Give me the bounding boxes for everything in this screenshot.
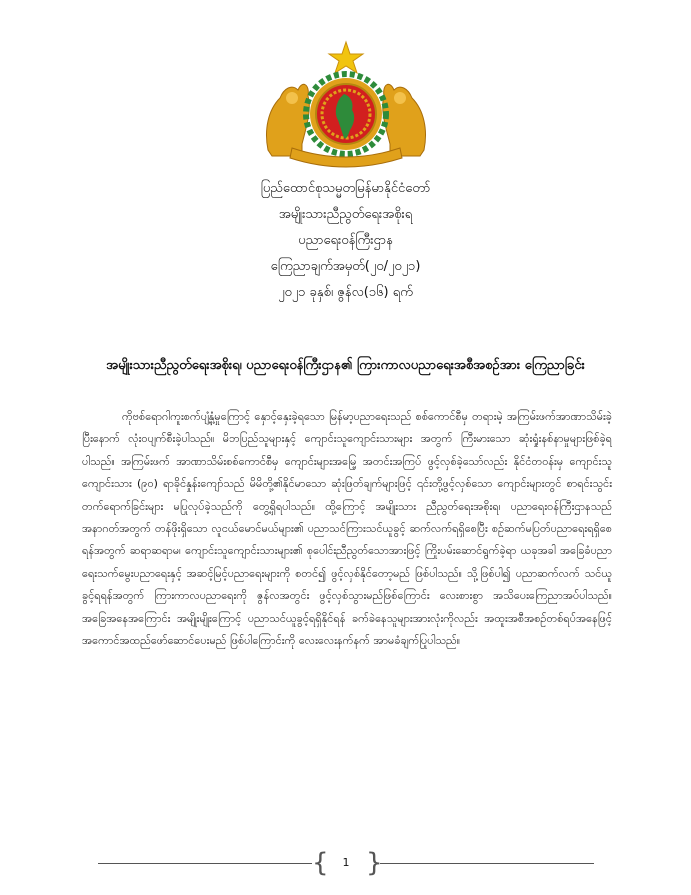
header-country: ပြည်ထောင်စုသမ္မတမြန်မာနိုင်ငံတော် (260, 181, 431, 196)
page-footer (98, 848, 594, 878)
page-number: 1 (342, 856, 350, 869)
myanmar-state-seal-icon (262, 40, 430, 168)
header-block (0, 176, 691, 306)
body-paragraph: ကိုဗစ်ရောဂါကူးစက်ပျံ့နှံ့မှုကြောင့် နှောင့်နှေးခဲ့ရသော မြန်မာ့ပညာရေးသည် စစ်ကောင်စီမှ တရားမဲ့ အကြမ်းဖက်အာဏာသိမ်းခဲ့ပြီးနောက် လုံးဝပျက်စီးခဲ့ပါသည်။ မိဘပြည်သူများနှင့် ကျောင်းသူကျောင်းသားများ အတွက် ကြီးမားသော ဆုံးရှုံးနစ်နာမှုများဖြစ်ခဲ့ရပါသည်။ အကြမ်းဖက် အာဏာသိမ်းစစ်ကောင်စီမှ ကျောင်းများအမြေ့ အတင်းအကြပ် ဖွင့်လှစ်ခဲ့သော်လည်း နိုင်ငံတဝန်းမှ ကျောင်းသူကျောင်းသား (၉၀) ရာခိုင်နှုန်းကျော်သည် မိမိတို့၏နိုင်မာသော ဆုံးဖြတ်ချက်များဖြင့် ၎င်းတို့ဖွင့်လှစ်သော ကျောင်းများတွင် စာရင်းသွင်း တက်ရောက်ခြင်းများ မပြုလုပ်ခဲ့သည်ကို တွေ့ရှိရပါသည်။ ထို့ကြောင့် အမျိုးသား ညီညွတ်ရေးအစိုးရ၊ ပညာရေးဝန်ကြီးဌာနသည် အနာဂတ်အတွက် တန်ဖိုးရှိသော လူငယ်မောင်မယ်များ၏ ပညာသင်ကြားသင်ယူခွင့် ဆက်လက်ရရှိစေပြီး စဉ်ဆက်မပြတ်ပညာရေးရရှိစေရန်အတွက် ဆရာဆရာမ၊ ကျောင်းသူကျောင်းသားများ၏ စုပေါင်းညီညွတ်သောအားဖြင့် ကြိုးပမ်းဆောင်ရွက်ခဲ့ရာ ယခုအခါ အခြေခံပညာရေးသက်မွေးပညာရေးနှင့် အဆင့်မြင့်ပညာရေးများကို စတင်၍ ဖွင့်လှစ်နိုင်တော့မည် ဖြစ်ပါသည်။ သို့ဖြစ်ပါ၍ ပညာဆက်လက် သင်ယူခွင့်ရရန်အတွက် ကြားကာလပညာရေးကို ဇွန်လအတွင်း ဖွင့်လှစ်သွားမည်ဖြစ်ကြောင်း လေးစားစွာ အသိပေးကြေညာအပ်ပါသည်။ အခြေအနေအကြောင်း အမျိုးမျိုးကြောင့် ပညာသင်ယူခွင့်ရရှိနိုင်ရန် ခက်ခဲနေသူများအားလုံးကိုလည်း အထူးအစီအစဉ်တစ်ရပ်အနေဖြင့် အကောင်အထည်ဖော်ဆောင်ပေးမည် ဖြစ်ပါကြောင်းကို လေးလေးနက်နက် အာမခံချက်ပြုပါသည်။ (82, 410, 612, 648)
footer-rule-right (380, 863, 594, 864)
footer-brace-left: { (312, 848, 329, 878)
document-title: အမျိုးသားညီညွတ်ရေးအစိုးရ၊ ပညာရေးဝန်ကြီးဌာန၏ ကြားကာလပညာရေးအစီအစဉ်အား ကြေညာခြင်း (106, 358, 585, 373)
header-ministry: ပညာရေးဝန်ကြီးဌာန (298, 233, 393, 248)
header-government: အမျိုးသားညီညွတ်ရေးအစိုးရ (278, 207, 413, 222)
footer-brace-right: } (366, 848, 383, 878)
footer-rule-left (98, 863, 312, 864)
header-announcement-number: ကြေညာချက်အမှတ်(၂၀/၂၀၂၁) (270, 259, 421, 274)
header-date: ၂၀၂၁ ခုနှစ်၊ ဇွန်လ(၁၆) ရက် (278, 285, 413, 300)
